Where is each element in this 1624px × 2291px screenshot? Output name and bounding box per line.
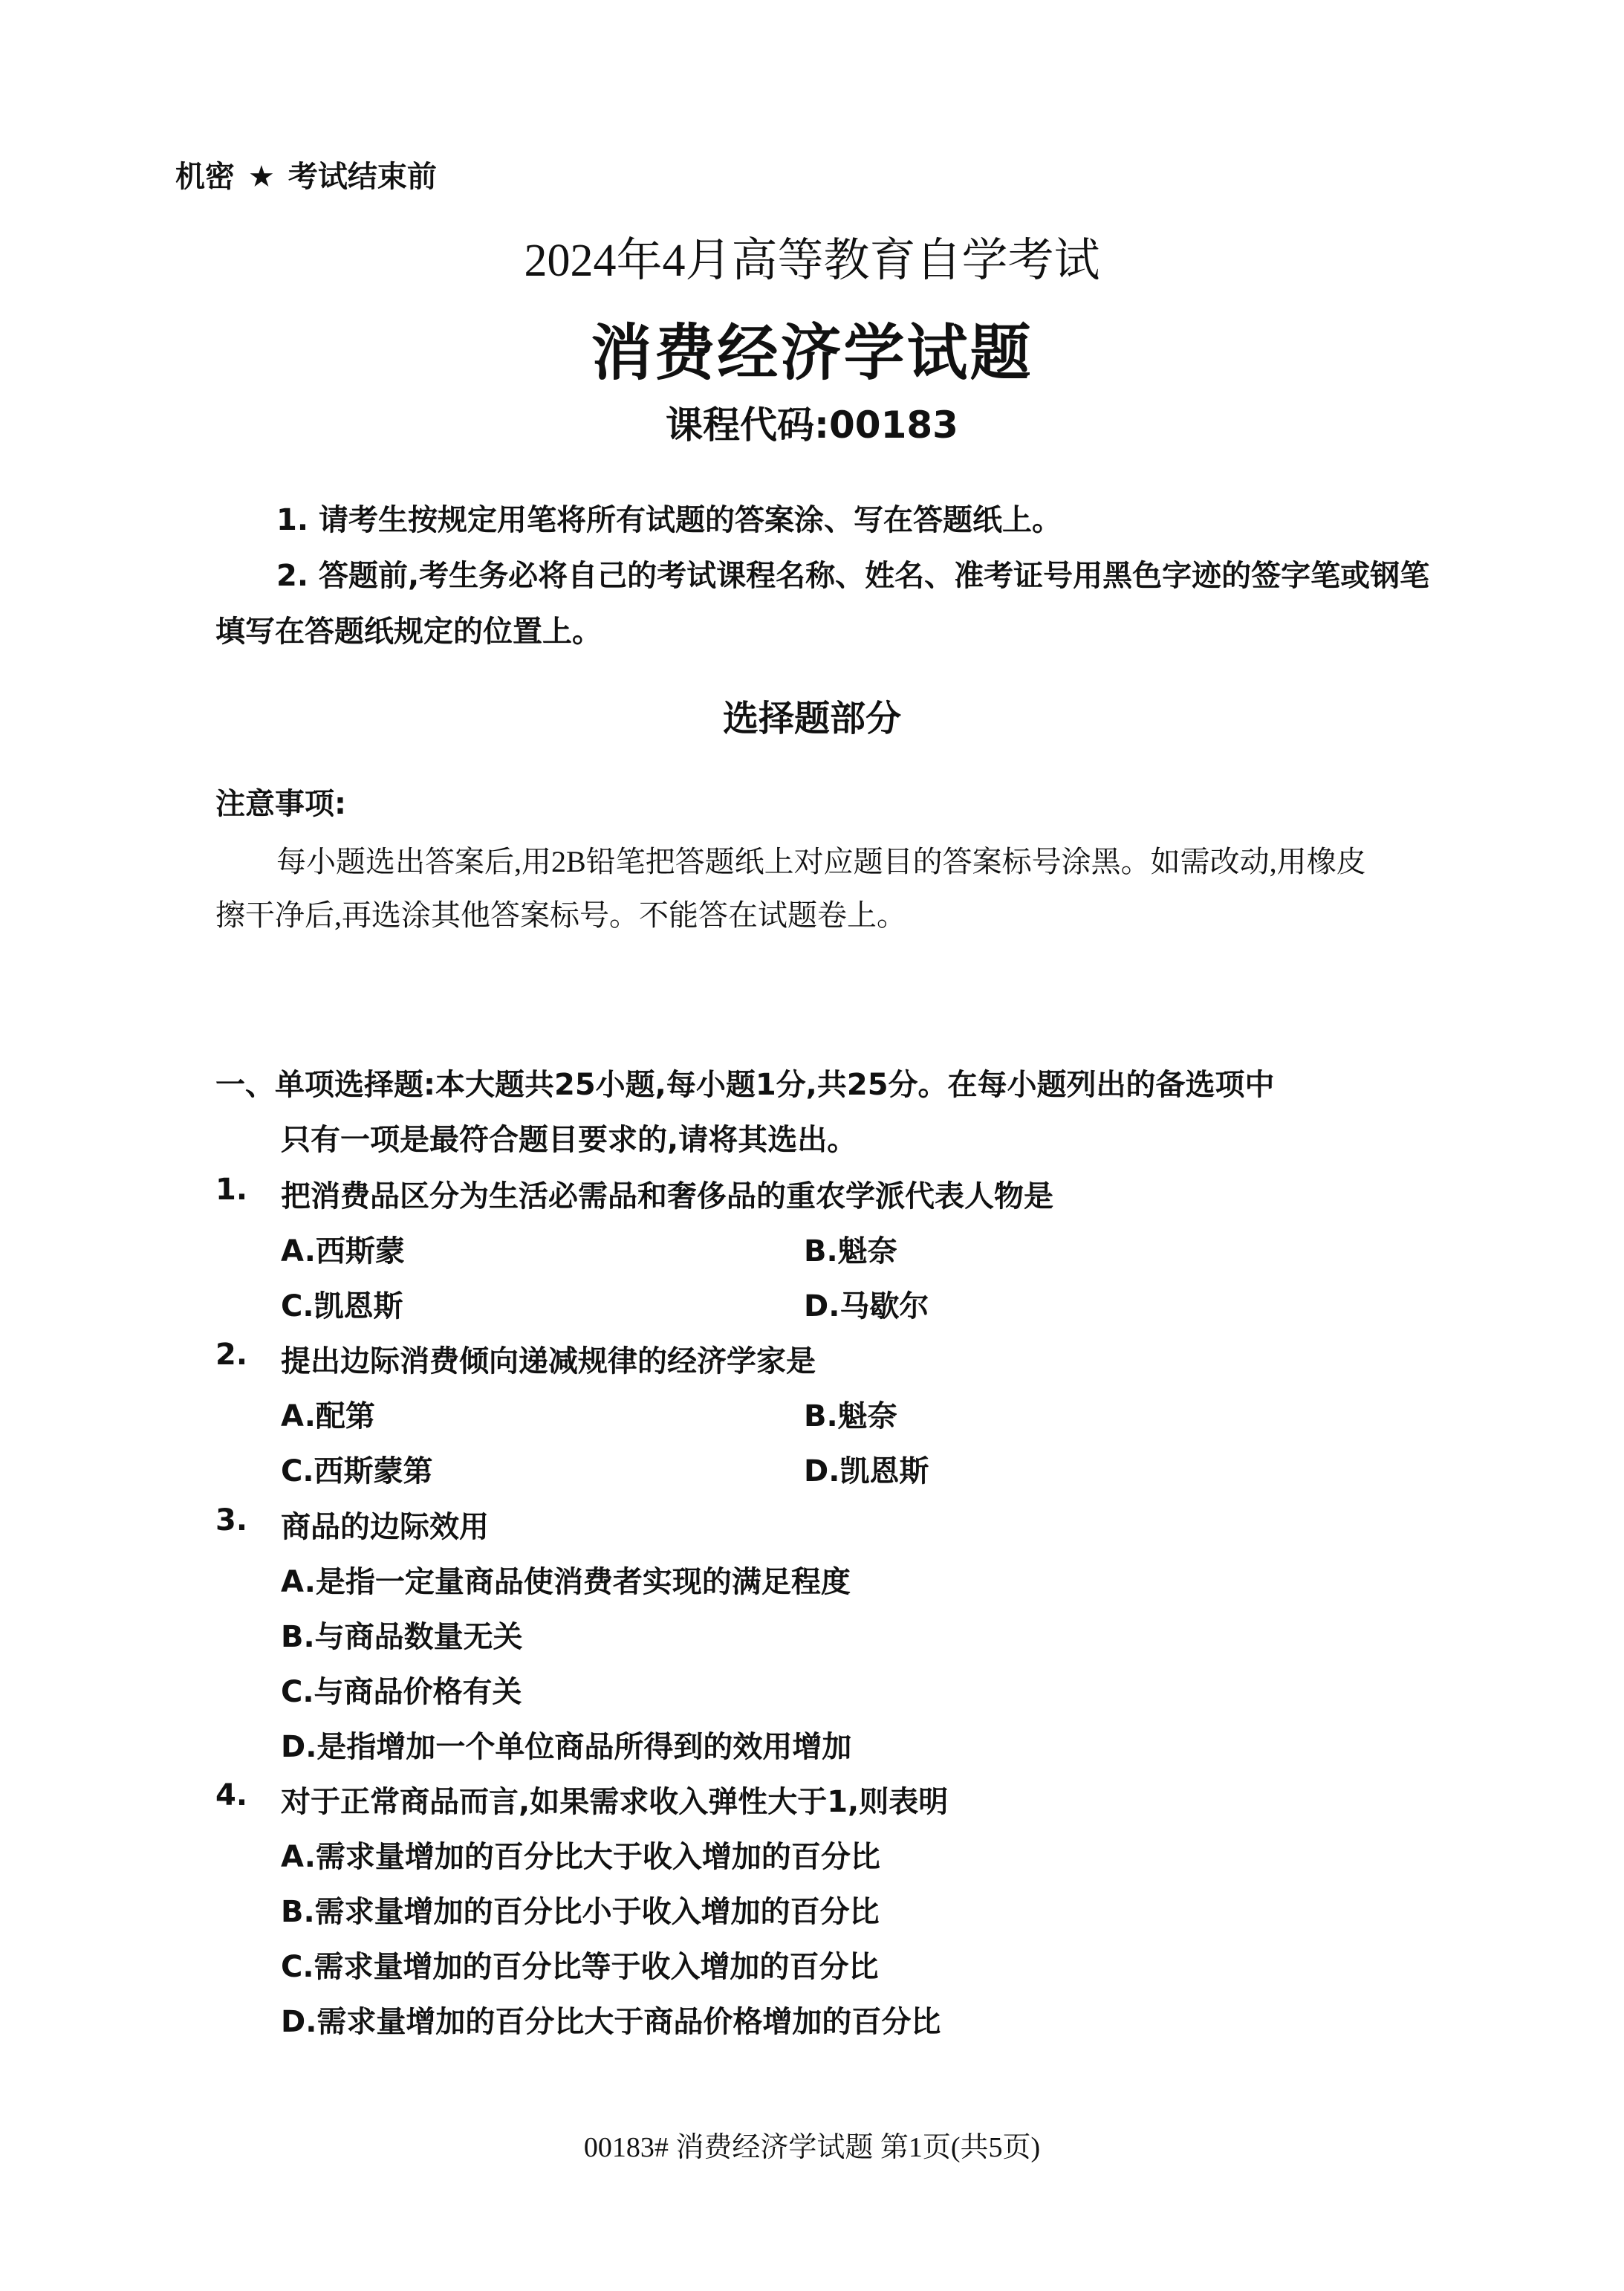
- option-c: C.与商品价格有关: [281, 1675, 522, 1709]
- option-b: B.魁奈: [804, 1234, 897, 1268]
- part-one-heading-line1: 一、单项选择题:本大题共25小题,每小题1分,共25分。在每小题列出的备选项中: [215, 1068, 1275, 1102]
- option-d: D.马歇尔: [804, 1289, 929, 1323]
- question-number: 4.: [215, 1778, 248, 1812]
- option-a: A.西斯蒙: [281, 1234, 405, 1268]
- subject-title: 消费经济学试题: [591, 318, 1033, 389]
- option-c: C.西斯蒙第: [281, 1454, 433, 1488]
- question-stem: 提出边际消费倾向递减规律的经济学家是: [281, 1344, 816, 1378]
- section-heading: 选择题部分: [722, 698, 901, 739]
- option-a: A.配第: [281, 1399, 375, 1433]
- confidential-label: 机密: [175, 160, 235, 194]
- question-stem: 对于正常商品而言,如果需求收入弹性大于1,则表明: [281, 1785, 949, 1819]
- option-c: C.凯恩斯: [281, 1289, 403, 1323]
- option-d: D.是指增加一个单位商品所得到的效用增加: [281, 1730, 852, 1764]
- exam-title: 2024年4月高等教育自学考试: [524, 236, 1100, 286]
- confidential-mark: [175, 153, 437, 195]
- attention-label: 注意事项:: [215, 787, 346, 821]
- option-b: B.魁奈: [804, 1399, 897, 1433]
- option-b: B.需求量增加的百分比小于收入增加的百分比: [281, 1895, 880, 1929]
- question-number: 3.: [215, 1503, 248, 1537]
- instruction-1: 1. 请考生按规定用笔将所有试题的答案涂、写在答题纸上。: [276, 503, 1062, 537]
- star-icon: ★: [248, 160, 275, 194]
- part-one-heading-line2: 只有一项是最符合题目要求的,请将其选出。: [281, 1123, 857, 1157]
- question-number: 2.: [215, 1338, 248, 1372]
- option-d: D.需求量增加的百分比大于商品价格增加的百分比: [281, 2005, 941, 2039]
- attention-text-line2: 擦干净后,再选涂其他答案标号。不能答在试题卷上。: [215, 898, 906, 932]
- option-c: C.需求量增加的百分比等于收入增加的百分比: [281, 1950, 879, 1984]
- question-stem: 把消费品区分为生活必需品和奢侈品的重农学派代表人物是: [281, 1179, 1053, 1213]
- option-a: A.是指一定量商品使消费者实现的满足程度: [281, 1565, 851, 1599]
- attention-text-line1: 每小题选出答案后,用2B铅笔把答题纸上对应题目的答案标号涂黑。如需改动,用橡皮: [276, 845, 1366, 878]
- option-b: B.与商品数量无关: [281, 1620, 523, 1654]
- option-d: D.凯恩斯: [804, 1454, 929, 1488]
- question-number: 1.: [215, 1173, 248, 1207]
- instruction-2-line1: 2. 答题前,考生务必将自己的考试课程名称、姓名、准考证号用黑色字迹的签字笔或钢笔: [276, 559, 1430, 593]
- question-stem: 商品的边际效用: [281, 1510, 489, 1544]
- option-a: A.需求量增加的百分比大于收入增加的百分比: [281, 1840, 880, 1874]
- instruction-2-line2: 填写在答题纸规定的位置上。: [215, 615, 602, 649]
- course-code: 课程代码:00183: [666, 404, 958, 447]
- confidential-note: 考试结束前: [288, 160, 437, 194]
- page-footer: 00183# 消费经济学试题 第1页(共5页): [583, 2132, 1041, 2163]
